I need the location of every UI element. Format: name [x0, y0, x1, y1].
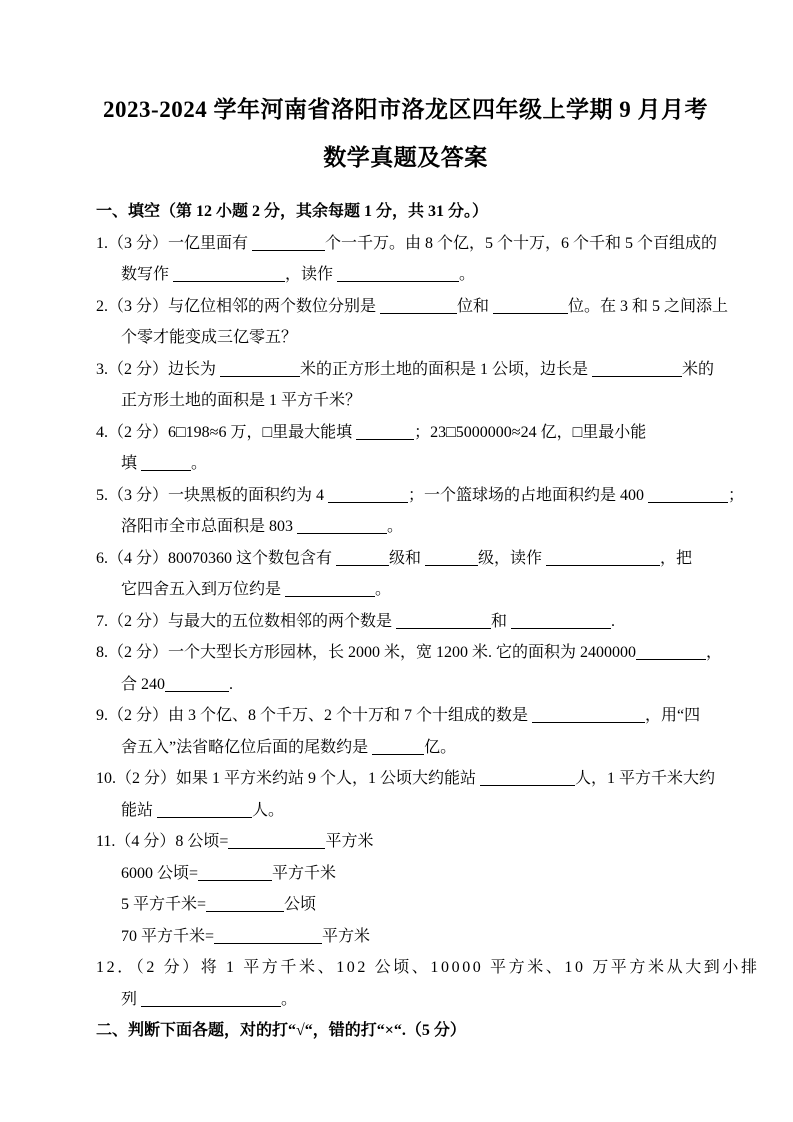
question-text: 11.（4 分）8 公顷= — [96, 833, 229, 850]
question-line-continuation — [96, 921, 715, 953]
question-text: 级和 — [389, 549, 426, 567]
question-text: 和 — [491, 612, 512, 630]
answer-blank — [372, 740, 424, 755]
question-text: 10.（2 分）如果 1 平方米约站 9 个人，1 公顷大约能站 — [96, 770, 481, 787]
question-line-continuation — [96, 322, 715, 354]
answer-blank — [214, 929, 322, 944]
question-text: 。 — [191, 455, 208, 472]
question-text: 12．（2 分）将 1 平方千米、102 公顷、10000 平方米、10 万平方米从大到小排 — [96, 959, 760, 976]
question-text: 列 — [121, 990, 142, 1008]
answer-blank — [356, 425, 414, 440]
answer-blank — [328, 488, 408, 503]
question-line — [96, 354, 715, 386]
title-line-1: 2023-2024 学年河南省洛阳市洛龙区四年级上学期 9 月月考 — [103, 97, 708, 122]
answer-blank — [396, 614, 491, 629]
answer-blank — [141, 992, 281, 1007]
answer-blank — [336, 551, 389, 566]
question-text: 米的正方形土地的面积是 1 公顷，边长是 — [300, 360, 593, 378]
question-line — [96, 826, 715, 858]
question-text: 能站 — [121, 801, 158, 819]
question-text: 米的 — [682, 360, 715, 378]
question-text: ，用“四 — [645, 707, 701, 724]
question-text: 5.（3 分）一块黑板的面积约为 4 — [96, 486, 329, 504]
answer-blank — [173, 267, 285, 282]
question-line — [96, 700, 715, 732]
answer-blank — [480, 771, 575, 786]
answer-blank — [228, 834, 325, 849]
question-line-continuation — [96, 259, 715, 291]
question-text: 6000 公顷= — [121, 864, 199, 882]
question-line — [96, 606, 715, 638]
question-line — [96, 543, 715, 575]
answer-blank — [337, 267, 459, 282]
question-text: 70 平方千米= — [121, 927, 215, 945]
question-line — [96, 480, 745, 512]
question-text: 。 — [387, 518, 404, 535]
question-text: 9.（2 分）由 3 个亿、8 个千万、2 个十万和 7 个十组成的数是 — [96, 707, 533, 724]
question-text: 2.（3 分）与亿位相邻的两个数位分别是 — [96, 297, 381, 315]
question-text: . — [229, 675, 234, 693]
question-text: 人。 — [252, 801, 285, 819]
question-text: 人，1 平方千米大约 — [575, 770, 716, 787]
question-line-continuation — [96, 385, 715, 417]
question-text: 它四舍五入到万位约是 — [121, 581, 286, 598]
question-text: 平方米 — [325, 833, 374, 850]
section-heading: 一、填空（第 12 小题 2 分，其余每题 1 分，共 31 分。） — [96, 203, 489, 220]
question-text: 7.（2 分）与最大的五位数相邻的两个数是 — [96, 612, 397, 630]
question-text: 级，读作 — [478, 549, 547, 567]
page-title — [96, 86, 715, 182]
question-text: 8.（2 分）一个大型长方形园林，长 2000 米，宽 1200 米. 它的面积为 2400000 — [96, 644, 637, 661]
answer-blank — [511, 614, 611, 629]
question-text: 1.（3 分）一亿里面有 — [96, 234, 253, 252]
question-line — [96, 291, 729, 323]
answer-blank — [285, 582, 375, 597]
answer-blank — [165, 677, 229, 692]
question-text: 平方千米 — [272, 864, 337, 882]
section-heading: 二、判断下面各题，对的打“√“，错的打“×“.（5 分） — [96, 1022, 466, 1039]
question-line-continuation — [96, 795, 715, 827]
answer-blank — [493, 299, 568, 314]
question-text: 数写作 — [121, 266, 174, 283]
question-line — [96, 637, 723, 669]
question-text: 3.（2 分）边长为 — [96, 360, 221, 378]
answer-blank — [546, 551, 660, 566]
question-line-continuation — [96, 732, 715, 764]
question-line — [96, 228, 718, 260]
answer-blank — [141, 456, 191, 471]
question-text: 6.（4 分）80070360 这个数包含有 — [96, 549, 337, 567]
answer-blank — [198, 866, 272, 881]
question-line — [96, 763, 715, 795]
question-text: 舍五入”法省略亿位后面的尾数约是 — [121, 738, 373, 756]
question-text: ，把 — [660, 549, 693, 567]
question-text: 位。在 3 和 5 之间添上 — [568, 297, 729, 315]
question-line-continuation — [96, 448, 715, 480]
answer-blank — [252, 236, 325, 251]
question-text: ；23□5000000≈24 亿，□里最小能 — [414, 423, 647, 441]
question-text: 正方形土地的面积是 1 平方千米？ — [121, 392, 362, 409]
answer-blank — [380, 299, 457, 314]
question-text: 洛阳市全市总面积是 803 — [121, 518, 298, 535]
question-line-continuation — [96, 889, 715, 921]
question-text: 个零才能变成三亿零五？ — [121, 329, 298, 346]
question-line-continuation — [96, 574, 715, 606]
question-line-continuation — [96, 669, 715, 701]
title-line-2: 数学真题及答案 — [323, 145, 488, 170]
question-text: 合 240 — [121, 675, 166, 693]
question-line — [96, 417, 715, 449]
question-text: 亿。 — [424, 738, 457, 756]
question-text: 位和 — [457, 297, 494, 315]
question-text: 个一千万。由 8 个亿，5 个十万，6 个千和 5 个百组成的 — [325, 234, 718, 252]
question-text: 。 — [375, 581, 392, 598]
answer-blank — [592, 362, 682, 377]
question-text: 填 — [121, 455, 142, 472]
answer-blank — [636, 645, 706, 660]
answer-blank — [532, 708, 645, 723]
question-text: ， — [706, 644, 723, 661]
answer-blank — [297, 519, 387, 534]
question-text: . — [611, 612, 616, 630]
answer-blank — [206, 897, 284, 912]
answer-blank — [425, 551, 478, 566]
question-text: ；一个篮球场的占地面积约是 400 — [408, 486, 649, 504]
answer-blank — [220, 362, 300, 377]
question-text: 平方米 — [322, 927, 371, 945]
question-text: 。 — [459, 266, 476, 283]
question-text: 5 平方千米= — [121, 896, 207, 913]
question-line-continuation — [96, 858, 715, 890]
question-text: ； — [728, 486, 745, 504]
question-text: 4.（2 分）6□198≈6 万，□里最大能填 — [96, 423, 357, 441]
question-line-continuation — [96, 511, 715, 543]
answer-blank — [157, 803, 252, 818]
question-text: ，读作 — [285, 266, 338, 283]
exam-content — [96, 196, 760, 1047]
question-text: 公顷 — [284, 896, 317, 913]
question-text: 。 — [281, 990, 298, 1008]
answer-blank — [648, 488, 728, 503]
question-line — [96, 952, 760, 984]
question-line-continuation — [96, 984, 715, 1016]
